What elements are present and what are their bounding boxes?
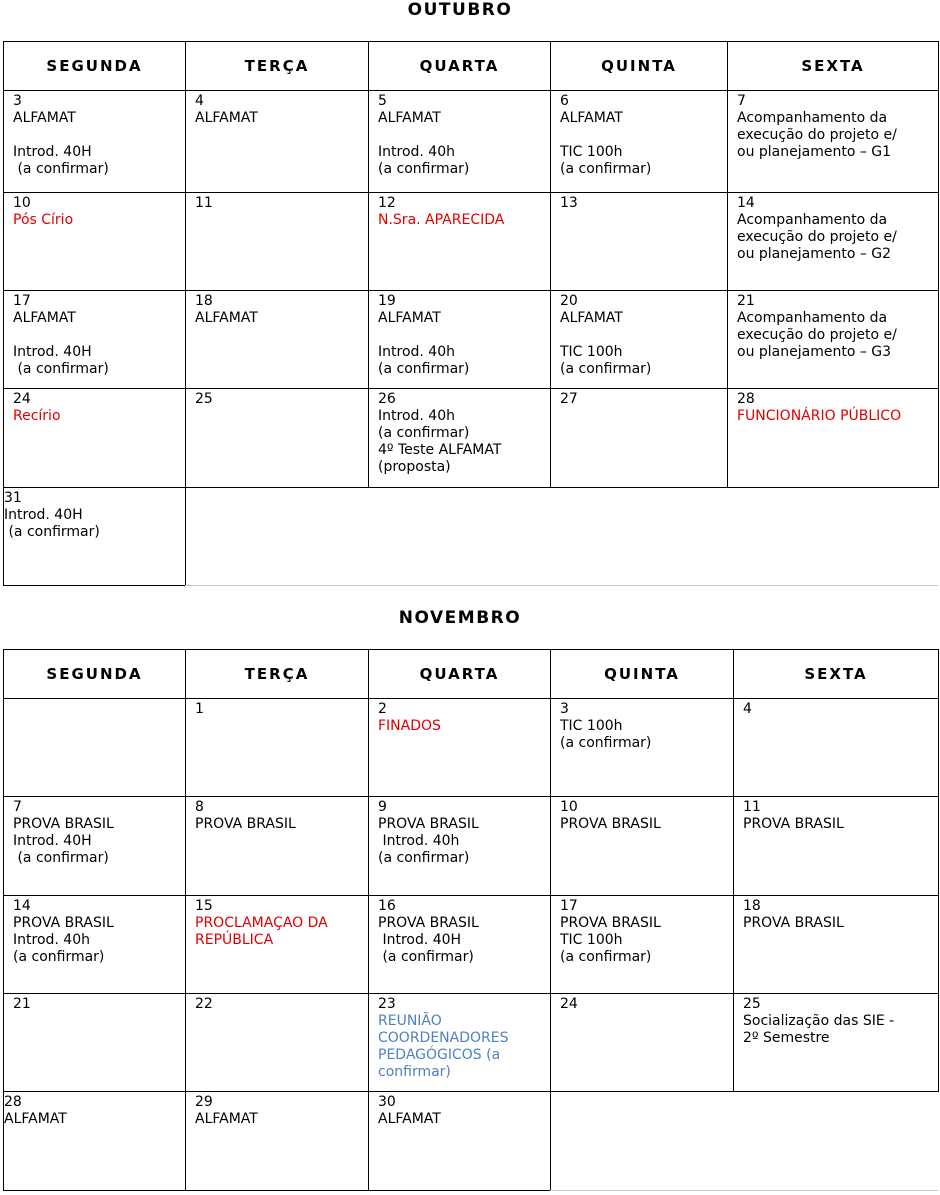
event-text: Recírio — [13, 408, 61, 424]
day-cell — [368, 290, 551, 389]
event-text — [13, 127, 185, 144]
day-number: 27 — [560, 391, 578, 407]
day-number: 12 — [378, 195, 396, 211]
day-number: 18 — [195, 293, 213, 309]
event-text: PROVA BRASIL — [560, 915, 661, 931]
day-number: 4 — [195, 93, 204, 109]
day-number: 30 — [378, 1094, 396, 1110]
event-text — [560, 127, 727, 144]
day-cell — [185, 895, 369, 994]
day-number: 7 — [13, 799, 22, 815]
day-number: 22 — [195, 996, 213, 1012]
event-text: PEDAGÓGICOS (a — [378, 1047, 501, 1063]
event-text: ou planejamento – G1 — [737, 144, 892, 160]
event-text — [13, 327, 185, 344]
event-text: (a confirmar) — [13, 850, 109, 866]
event-text — [560, 327, 727, 344]
day-number: 14 — [13, 898, 31, 914]
day-cell — [550, 388, 728, 488]
day-cell — [733, 993, 939, 1092]
event-text: ou planejamento – G3 — [737, 344, 892, 360]
event-text: Introd. 40h — [13, 932, 90, 948]
day-number: 19 — [378, 293, 396, 309]
event-text: PROVA BRASIL — [13, 816, 114, 832]
event-text: Pós Círio — [13, 212, 74, 228]
day-number: 28 — [737, 391, 755, 407]
event-text: ALFAMAT — [560, 310, 623, 326]
event-text: TIC 100h — [560, 932, 623, 948]
event-text: Introd. 40H — [13, 833, 92, 849]
day-cell — [550, 192, 728, 291]
event-text: Socialização das SIE - — [743, 1013, 895, 1029]
event-text: Acompanhamento da — [737, 110, 888, 126]
weekday-header: QUINTA — [550, 41, 728, 91]
weekday-header: SEXTA — [727, 41, 939, 91]
event-text: execução do projeto e/ — [737, 229, 897, 245]
event-text: Acompanhamento da — [737, 310, 888, 326]
day-number: 1 — [195, 701, 204, 717]
day-cell — [550, 993, 734, 1092]
day-cell — [185, 90, 369, 193]
event-text: TIC 100h — [560, 718, 623, 734]
day-number: 25 — [195, 391, 213, 407]
event-text: (a confirmar) — [378, 161, 470, 177]
day-cell — [185, 1091, 369, 1191]
event-text: COORDENADORES — [378, 1030, 509, 1046]
day-cell — [3, 993, 186, 1092]
event-text: (proposta) — [378, 459, 451, 475]
event-text: (a confirmar) — [560, 735, 652, 751]
month-title: OUTUBRO — [407, 0, 513, 20]
event-text: (a confirmar) — [378, 361, 470, 377]
day-cell — [368, 90, 551, 193]
month-title: NOVEMBRO — [398, 608, 522, 628]
day-cell — [185, 993, 369, 1092]
day-cell — [727, 388, 939, 488]
day-number: 24 — [13, 391, 31, 407]
event-text: ALFAMAT — [378, 310, 441, 326]
event-text: Introd. 40H — [13, 344, 92, 360]
day-number: 14 — [737, 195, 755, 211]
event-text: PROVA BRASIL — [13, 915, 114, 931]
day-cell — [368, 1091, 551, 1191]
day-number: 7 — [737, 93, 746, 109]
day-cell — [368, 192, 551, 291]
day-cell — [185, 796, 369, 896]
day-number: 3 — [13, 93, 22, 109]
event-text: ALFAMAT — [560, 110, 623, 126]
event-text: execução do projeto e/ — [737, 327, 897, 343]
weekday-header: TERÇA — [185, 41, 369, 91]
day-number: 20 — [560, 293, 578, 309]
event-text: PROCLAMAÇAO DA — [195, 915, 328, 931]
day-cell — [368, 796, 551, 896]
event-text — [378, 327, 550, 344]
day-cell — [3, 796, 186, 896]
weekday-header: QUARTA — [368, 649, 551, 699]
weekday-header: QUINTA — [550, 649, 734, 699]
event-text: ALFAMAT — [13, 310, 76, 326]
event-text: (a confirmar) — [378, 425, 470, 441]
day-cell — [3, 290, 186, 389]
event-text: FINADOS — [378, 718, 441, 734]
event-text: FUNCIONÁRIO PÚBLICO — [737, 408, 902, 424]
day-number: 17 — [13, 293, 31, 309]
event-text: Introd. 40h — [378, 144, 455, 160]
event-text: TIC 100h — [560, 344, 623, 360]
day-number: 8 — [195, 799, 204, 815]
event-text: ALFAMAT — [378, 110, 441, 126]
event-text: Introd. 40H — [378, 932, 462, 948]
event-text: ALFAMAT — [4, 1111, 67, 1127]
day-number: 28 — [4, 1094, 22, 1110]
event-text — [378, 127, 550, 144]
day-cell — [368, 993, 551, 1092]
day-cell — [3, 1091, 186, 1191]
day-cell — [185, 290, 369, 389]
event-text: N.Sra. APARECIDA — [378, 212, 505, 228]
event-text: (a confirmar) — [378, 949, 474, 965]
day-cell — [550, 796, 734, 896]
empty-row-line — [185, 585, 938, 586]
day-number: 21 — [13, 996, 31, 1012]
event-text: PROVA BRASIL — [195, 816, 296, 832]
day-number: 3 — [560, 701, 569, 717]
day-number: 5 — [378, 93, 387, 109]
day-number: 21 — [737, 293, 755, 309]
day-cell — [733, 698, 939, 797]
day-number: 25 — [743, 996, 761, 1012]
event-text: Introd. 40H — [13, 144, 92, 160]
day-cell — [368, 895, 551, 994]
weekday-header: SEXTA — [733, 649, 939, 699]
day-cell — [727, 290, 939, 389]
day-cell — [733, 895, 939, 994]
day-number: 11 — [743, 799, 761, 815]
day-cell — [727, 90, 939, 193]
event-text: Introd. 40h — [378, 344, 455, 360]
day-number: 4 — [743, 701, 752, 717]
event-text: TIC 100h — [560, 144, 623, 160]
day-number: 31 — [4, 490, 22, 506]
weekday-header: QUARTA — [368, 41, 551, 91]
day-number: 6 — [560, 93, 569, 109]
day-cell — [185, 698, 369, 797]
day-number: 10 — [560, 799, 578, 815]
event-text: (a confirmar) — [13, 161, 109, 177]
day-number: 23 — [378, 996, 396, 1012]
weekday-header: SEGUNDA — [3, 649, 186, 699]
day-cell — [550, 290, 728, 389]
weekday-header: TERÇA — [185, 649, 369, 699]
event-text: ALFAMAT — [378, 1111, 441, 1127]
day-cell — [185, 388, 369, 488]
event-text: ou planejamento – G2 — [737, 246, 892, 262]
day-number: 2 — [378, 701, 387, 717]
event-text: ALFAMAT — [195, 110, 258, 126]
day-number: 11 — [195, 195, 213, 211]
day-cell — [368, 388, 551, 488]
event-text: PROVA BRASIL — [743, 816, 844, 832]
day-number: 15 — [195, 898, 213, 914]
day-cell — [3, 698, 186, 797]
event-text: Introd. 40h — [378, 408, 455, 424]
day-cell — [3, 895, 186, 994]
day-cell — [550, 90, 728, 193]
day-number: 10 — [13, 195, 31, 211]
event-text: PROVA BRASIL — [378, 915, 479, 931]
day-number: 9 — [378, 799, 387, 815]
event-text: 4º Teste ALFAMAT — [378, 442, 502, 458]
day-cell — [185, 192, 369, 291]
event-text: PROVA BRASIL — [378, 816, 479, 832]
event-text: ALFAMAT — [13, 110, 76, 126]
weekday-header: SEGUNDA — [3, 41, 186, 91]
event-text: REUNIÃO — [378, 1013, 442, 1029]
event-text: (a confirmar) — [378, 850, 470, 866]
event-text: (a confirmar) — [4, 524, 100, 540]
event-text: Acompanhamento da — [737, 212, 888, 228]
event-text: (a confirmar) — [560, 361, 652, 377]
day-cell — [368, 698, 551, 797]
event-text: confirmar) — [378, 1064, 451, 1080]
day-number: 24 — [560, 996, 578, 1012]
day-cell — [733, 796, 939, 896]
event-text: REPÚBLICA — [195, 932, 274, 948]
day-number: 16 — [378, 898, 396, 914]
day-cell — [550, 698, 734, 797]
day-cell — [727, 192, 939, 291]
day-number: 18 — [743, 898, 761, 914]
event-text: (a confirmar) — [560, 161, 652, 177]
event-text: execução do projeto e/ — [737, 127, 897, 143]
event-text: Introd. 40H — [4, 507, 83, 523]
day-number: 29 — [195, 1094, 213, 1110]
event-text: Introd. 40h — [378, 833, 460, 849]
day-cell — [3, 487, 186, 586]
event-text: ALFAMAT — [195, 310, 258, 326]
day-cell — [550, 895, 734, 994]
event-text: PROVA BRASIL — [743, 915, 844, 931]
empty-row-line — [550, 1190, 938, 1191]
day-number: 17 — [560, 898, 578, 914]
event-text: (a confirmar) — [560, 949, 652, 965]
event-text: (a confirmar) — [13, 361, 109, 377]
event-text: ALFAMAT — [195, 1111, 258, 1127]
event-text: 2º Semestre — [743, 1030, 830, 1046]
day-number: 13 — [560, 195, 578, 211]
event-text: PROVA BRASIL — [560, 816, 661, 832]
event-text: (a confirmar) — [13, 949, 105, 965]
day-cell — [3, 90, 186, 193]
day-number: 26 — [378, 391, 396, 407]
day-cell — [3, 388, 186, 488]
day-cell — [3, 192, 186, 291]
